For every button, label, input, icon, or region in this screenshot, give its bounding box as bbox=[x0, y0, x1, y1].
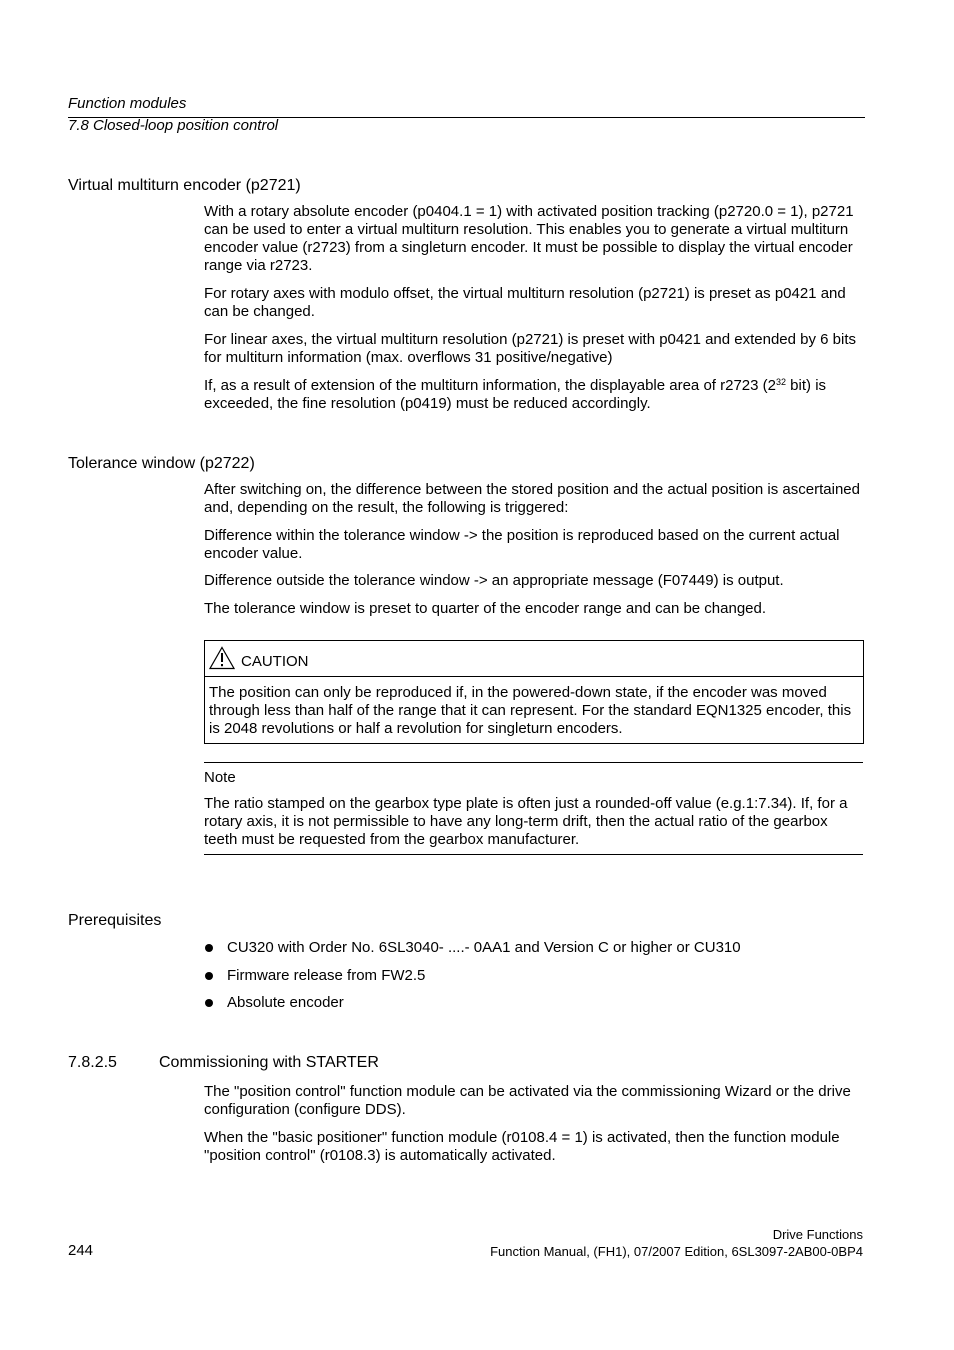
list-item bbox=[204, 994, 864, 1012]
warning-triangle-icon bbox=[209, 646, 235, 670]
paragraph: For linear axes, the virtual multiturn resolution (p2721) is preset with p0421 and extended by 6 bits for multiturn information (max. overflows 31 positive/negative) bbox=[204, 331, 857, 366]
list-item-text: Firmware release from FW2.5 bbox=[227, 966, 426, 984]
text-part: bit) is exceeded, the fine resolution (p0419) must be reduced accordingly. bbox=[204, 377, 827, 412]
paragraph-with-superscript bbox=[204, 377, 864, 413]
prerequisites-list bbox=[204, 939, 864, 1022]
bullet-icon bbox=[205, 944, 213, 952]
note-block bbox=[204, 769, 864, 849]
paragraph: After switching on, the difference between the stored position and the actual position is ascertained and, depending on the result, the following is triggered: bbox=[204, 481, 860, 516]
heading-virtual-multiturn: Virtual multiturn encoder (p2721) bbox=[68, 177, 301, 194]
footer-subtitle: Function Manual, (FH1), 07/2007 Edition, 6SL3097-2AB00-0BP4 bbox=[490, 1244, 863, 1259]
note-bottom-rule bbox=[204, 854, 863, 855]
paragraph: The tolerance window is preset to quarter of the encoder range and can be changed. bbox=[204, 600, 767, 617]
footer-title: Drive Functions bbox=[772, 1227, 863, 1242]
tolerance-window-body bbox=[204, 481, 864, 618]
list-item-text: Absolute encoder bbox=[227, 994, 344, 1011]
paragraph: The "position control" function module can be activated via the commissioning Wizard or the drive configuration (configure DDS). bbox=[204, 1083, 851, 1118]
commissioning-body bbox=[204, 1083, 864, 1165]
paragraph: Difference outside the tolerance window -> an appropriate message (F07449) is output. bbox=[204, 572, 784, 589]
bullet-icon bbox=[205, 999, 213, 1007]
heading-tolerance-window: Tolerance window (p2722) bbox=[68, 455, 255, 472]
virtual-multiturn-body bbox=[204, 203, 864, 413]
running-header-section: 7.8 Closed-loop position control bbox=[68, 117, 279, 134]
paragraph: With a rotary absolute encoder (p0404.1 = 1) with activated position tracking (p2720.0 = 1), p2721 can be used to enter a virtual multiturn resolution. This enables you to generate a virtual multiturn encoder value (r2723) from a singleturn encoder. It must be possible to display the virtual encoder range via r2723. bbox=[204, 203, 854, 274]
section-number: 7.8.2.5 bbox=[68, 1054, 117, 1071]
caution-text: The position can only be reproduced if, in the powered-down state, if the encoder was moved through less than half of the range that it can represent. For the standard EQN1325 encoder, this is 2048 revolutions or half a revolution for singleturn encoders. bbox=[209, 684, 852, 737]
list-item-text: CU320 with Order No. 6SL3040- ....- 0AA1 and Version C or higher or CU310 bbox=[227, 939, 741, 956]
bullet-icon bbox=[205, 972, 213, 980]
list-item bbox=[204, 967, 864, 985]
heading-prerequisites: Prerequisites bbox=[68, 912, 162, 929]
paragraph: Difference within the tolerance window -> the position is reproduced based on the current actual encoder value. bbox=[204, 527, 840, 562]
header-rule bbox=[68, 117, 865, 118]
list-item bbox=[204, 939, 864, 957]
paragraph: When the "basic positioner" function module (r0108.4 = 1) is activated, then the function module "position control" (r0108.3) is automatically activated. bbox=[204, 1129, 840, 1164]
note-text: The ratio stamped on the gearbox type plate is often just a rounded-off value (e.g.1:7.34). If, for a rotary axis, it is not permissible to have any long-term drift, then the actual ratio of the gearbox teeth must be requested from the gearbox manufacturer. bbox=[204, 795, 848, 848]
note-top-rule bbox=[204, 762, 863, 763]
page-number: 244 bbox=[68, 1242, 94, 1259]
caution-title: CAUTION bbox=[241, 653, 309, 670]
note-title: Note bbox=[204, 769, 236, 786]
text-part: If, as a result of extension of the multiturn information, the displayable area of r2723 (2 bbox=[204, 377, 776, 394]
section-title: Commissioning with STARTER bbox=[159, 1054, 379, 1071]
paragraph: For rotary axes with modulo offset, the virtual multiturn resolution (p2721) is preset as p0421 and can be changed. bbox=[204, 285, 846, 320]
caution-header bbox=[205, 641, 863, 677]
running-header-chapter: Function modules bbox=[68, 95, 187, 112]
superscript: 32 bbox=[776, 377, 787, 387]
caution-box bbox=[204, 640, 864, 744]
